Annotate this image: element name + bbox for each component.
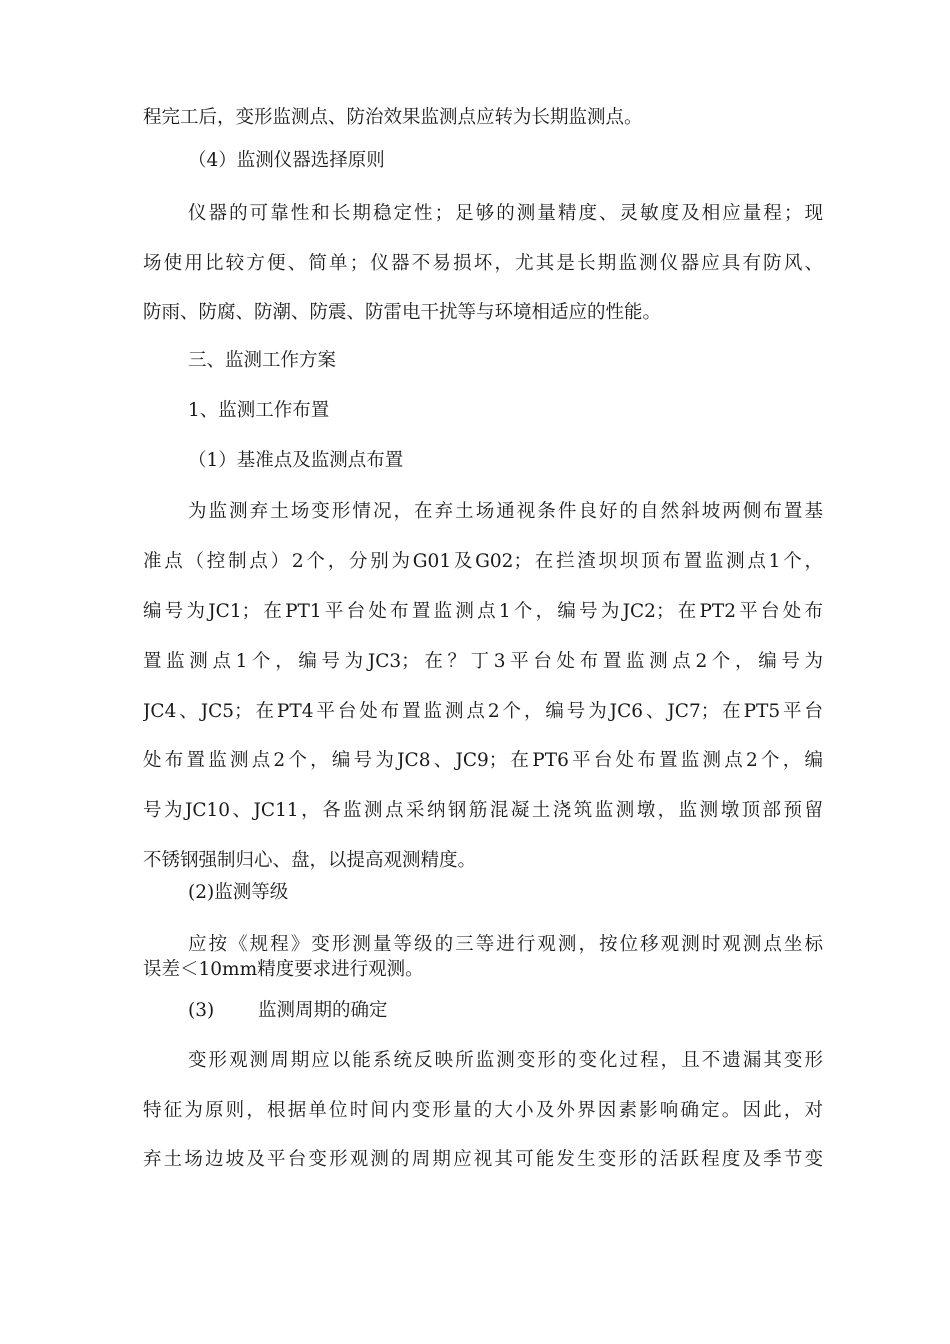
paragraph-line: 处布置监测点2个，编号为JC8、JC9；在PT6平台处布置监测点2个，编 [143,750,823,771]
paragraph-line: 仪器的可靠性和长期稳定性；足够的测量精度、灵敏度及相应量程；现 [188,203,823,224]
paragraph-line: 防雨、防腐、防潮、防震、防雷电干扰等与环境相适应的性能。 [143,302,662,323]
subsection-heading [188,998,868,1024]
section-heading: 1、监测工作布置 [188,400,330,421]
paragraph-line: 不锈钢强制归心、盘，以提高观测精度。 [143,850,477,871]
subsection-heading: (2)监测等级 [188,882,289,903]
paragraph-line: 特征为原则，根据单位时间内变形量的大小及外界因素影响确定。因此，对 [143,1100,823,1121]
paragraph-line: 场使用比较方便、简单；仪器不易损坏，尤其是长期监测仪器应具有防风、 [143,253,823,274]
paragraph-line: 程完工后，变形监测点、防治效果监测点应转为长期监测点。 [143,107,643,128]
paragraph-line: 误差＜10mm精度要求进行观测。 [143,959,424,980]
paragraph-line: 变形观测周期应以能系统反映所监测变形的变化过程，且不遗漏其变形 [188,1050,823,1071]
paragraph-line: 置监测点1个，编号为JC3；在？丁3平台处布置监测点2个，编号为 [143,651,823,672]
subsection-title: 监测周期的确定 [258,1000,388,1021]
paragraph-line: JC4、JC5；在PT4平台处布置监测点2个，编号为JC6、JC7；在PT5平台 [143,701,823,722]
chapter-heading: 三、监测工作方案 [188,350,337,371]
subsection-number: (3) [188,1000,215,1021]
subsection-heading: （1）基准点及监测点布置 [188,450,404,471]
section-heading: （4）监测仪器选择原则 [188,150,385,171]
paragraph-line: 为监测弃土场变形情况，在弃土场通视条件良好的自然斜坡两侧布置基 [188,501,823,522]
paragraph-line: 弃土场边坡及平台变形观测的周期应视其可能发生变形的活跃程度及季节变 [143,1149,823,1170]
paragraph-line: 号为JC10、JC11，各监测点采纳钢筋混凝土浇筑监测墩，监测墩顶部预留 [143,800,823,821]
paragraph-line: 编号为JC1；在PT1平台处布置监测点1个，编号为JC2；在PT2平台处布 [143,601,823,622]
paragraph-line: 应按《规程》变形测量等级的三等进行观测，按位移观测时观测点坐标 [188,934,823,955]
paragraph-line: 准点（控制点）2个，分别为G01及G02；在拦渣坝坝顶布置监测点1个， [143,551,823,572]
